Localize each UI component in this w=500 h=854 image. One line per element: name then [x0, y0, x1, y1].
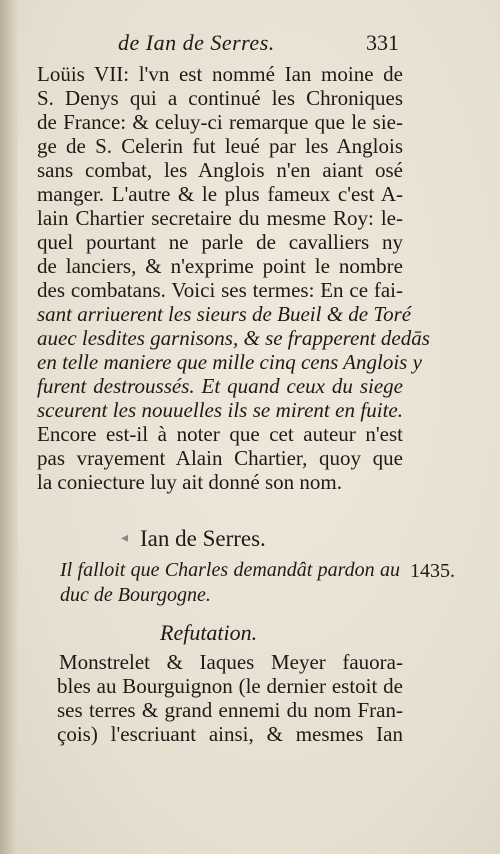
text-line: S. Denys qui a continué les Chroniques — [37, 86, 403, 110]
quote-line: duc de Bourgogne. — [60, 584, 211, 606]
text-line: la coniecture luy ait donné son nom. — [37, 470, 343, 494]
text-line: Loüis VII: l'vn est nommé Ian moine de — [37, 62, 403, 86]
quoted-line: auec lesdites garnisons, & se frapperent dedās — [37, 326, 430, 350]
page-header — [0, 30, 500, 60]
refutation-heading: Refutation. — [160, 620, 258, 645]
heading-mark: ◂ — [121, 530, 129, 546]
text-line: lain Chartier secretaire du mesme Roy: le- — [37, 206, 403, 230]
quote-line: Il falloit que Charles demandât pardon au — [60, 559, 400, 581]
text-line: des combatans. Voici ses termes: En ce fai- — [37, 278, 403, 302]
quote-block — [60, 558, 400, 608]
quoted-line: en telle maniere que mille cinq cens Anglois y — [37, 350, 422, 374]
page-gutter — [0, 0, 18, 854]
text-line: Monstrelet & Iaques Meyer fauora- — [59, 650, 403, 674]
quoted-line: sant arriuerent les sieurs de Bueil & de Toré — [37, 302, 412, 326]
text-line: ge de S. Celerin fut leué par les Anglois — [37, 134, 403, 158]
section-heading: Ian de Serres. — [140, 526, 266, 551]
text-line: pas vrayement Alain Chartier, quoy que — [37, 446, 403, 470]
text-line: de lanciers, & n'exprime point le nombre — [37, 254, 403, 278]
text-line: de France: & celuy-ci remarque que le sie- — [37, 110, 403, 134]
quoted-line: furent destroussés. Et quand ceux du siege — [37, 374, 403, 398]
quoted-line: sceurent les nouuelles ils se mirent en fuite. — [37, 398, 403, 422]
refutation-text — [57, 650, 403, 746]
text-line: bles au Bourguignon (le dernier estoit de — [57, 674, 403, 698]
running-head: de Ian de Serres. — [118, 30, 275, 55]
text-line: manger. L'autre & le plus fameux c'est A- — [37, 182, 403, 206]
margin-year: 1435. — [410, 560, 455, 582]
text-line: sans combat, les Anglois n'en aiant osé — [37, 158, 403, 182]
text-line: ses terres & grand ennemi du nom Fran- — [57, 698, 403, 722]
page-number: 331 — [366, 30, 399, 55]
text-line: quel pourtant ne parle de cavalliers ny — [37, 230, 403, 254]
body-text — [37, 62, 430, 494]
text-line: çois) l'escriuant ainsi, & mesmes Ian — [57, 722, 403, 746]
text-line: Encore est-il à noter que cet auteur n'est — [37, 422, 403, 446]
